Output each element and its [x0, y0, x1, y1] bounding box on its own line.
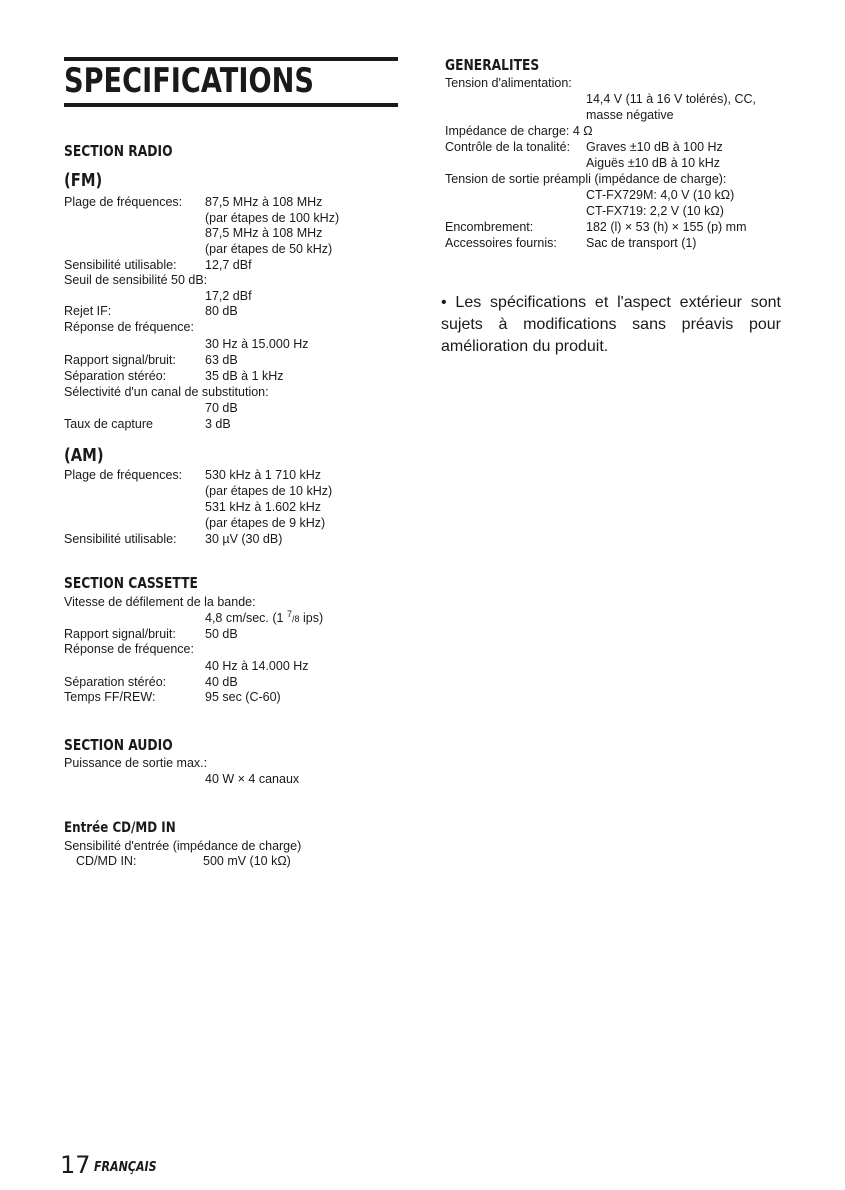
- fm-freq-label: Plage de fréquences:: [64, 195, 183, 209]
- fm-separation-value: 35 dB à 1 kHz: [205, 369, 284, 383]
- page-title: SPECIFICATIONS: [64, 61, 314, 101]
- audio-puissance-value: 40 W × 4 canaux: [205, 772, 300, 786]
- gen-tension-v1: 14,4 V (11 à 16 V tolérés), CC,: [586, 92, 756, 106]
- cassette-vitesse-num: 7: [286, 608, 292, 619]
- gen-tonalite-label: Contrôle de la tonalité:: [445, 140, 571, 154]
- cassette-reponse-value: 40 Hz à 14.000 Hz: [205, 659, 309, 673]
- cassette-vitesse-label: Vitesse de défilement de la bande:: [64, 595, 256, 609]
- gen-tension-v2: masse négative: [586, 108, 674, 122]
- fm-select-value: 70 dB: [205, 401, 238, 415]
- cassette-temps-label: Temps FF/REW:: [64, 690, 156, 704]
- cdmd-label: CD/MD IN:: [76, 854, 137, 868]
- cassette-separation-label: Séparation stéréo:: [64, 675, 167, 689]
- fm-reponse-label: Réponse de fréquence:: [64, 320, 194, 334]
- cassette-reponse-label: Réponse de fréquence:: [64, 642, 194, 656]
- gen-tonalite-v2: Aiguës ±10 dB à 10 kHz: [586, 156, 721, 170]
- am-sens-value: 30 µV (30 dB): [205, 532, 283, 546]
- gen-encombrement-value: 182 (l) × 53 (h) × 155 (p) mm: [586, 220, 747, 234]
- page-number: 17: [60, 1151, 91, 1179]
- fm-rejet-value: 80 dB: [205, 304, 238, 318]
- fm-select-label: Sélectivité d'un canal de substitution:: [64, 385, 269, 399]
- am-freq-v4: (par étapes de 9 kHz): [205, 516, 326, 530]
- fm-freq-v1: 87,5 MHz à 108 MHz: [205, 195, 323, 209]
- cassette-separation-value: 40 dB: [205, 675, 238, 689]
- fm-taux-label: Taux de capture: [64, 417, 153, 431]
- am-freq-v3: 531 kHz à 1.602 kHz: [205, 500, 322, 514]
- footer-language: FRANÇAIS: [94, 1160, 157, 1175]
- gen-preampli-label: Tension de sortie préampli (impédance de charge):: [445, 172, 727, 186]
- cassette-temps-value: 95 sec (C-60): [205, 690, 281, 704]
- gen-tonalite-v1: Graves ±10 dB à 100 Hz: [586, 140, 723, 154]
- fm-seuil-label: Seuil de sensibilité 50 dB:: [64, 273, 208, 287]
- fm-rapport-label: Rapport signal/bruit:: [64, 353, 176, 367]
- am-freq-v2: (par étapes de 10 kHz): [205, 484, 333, 498]
- gen-accessoires-label: Accessoires fournis:: [445, 236, 557, 250]
- title-bottom-rule: [64, 103, 398, 107]
- cassette-vitesse-a: 4,8 cm/sec. (1: [205, 611, 287, 625]
- am-freq-v1: 530 kHz à 1 710 kHz: [205, 468, 322, 482]
- fm-heading: (FM): [64, 170, 103, 191]
- cassette-rapport-label: Rapport signal/bruit:: [64, 627, 176, 641]
- gen-accessoires-value: Sac de transport (1): [586, 236, 697, 250]
- gen-preampli-v1: CT-FX729M: 4,0 V (10 kΩ): [586, 188, 735, 202]
- cassette-rapport-value: 50 dB: [205, 627, 238, 641]
- fm-freq-v4: (par étapes de 50 kHz): [205, 242, 333, 256]
- cdmd-heading: Entrée CD/MD IN: [64, 820, 176, 836]
- fm-sens-label: Sensibilité utilisable:: [64, 258, 177, 272]
- fm-freq-v2: (par étapes de 100 kHz): [205, 211, 340, 225]
- fm-rapport-value: 63 dB: [205, 353, 238, 367]
- am-heading: (AM): [64, 445, 104, 466]
- fm-freq-v3: 87,5 MHz à 108 MHz: [205, 226, 323, 240]
- am-sens-label: Sensibilité utilisable:: [64, 532, 177, 546]
- section-audio-heading: SECTION AUDIO: [64, 736, 173, 754]
- cdmd-value: 500 mV (10 kΩ): [203, 854, 291, 868]
- fm-sens-value: 12,7 dBf: [205, 258, 252, 272]
- gen-impedance: Impédance de charge: 4 Ω: [445, 124, 593, 138]
- fm-taux-value: 3 dB: [205, 417, 231, 431]
- fm-seuil-value: 17,2 dBf: [205, 289, 252, 303]
- cassette-vitesse-value: [205, 608, 324, 627]
- section-radio-heading: SECTION RADIO: [64, 142, 173, 160]
- gen-tension-label: Tension d'alimentation:: [445, 76, 572, 90]
- fm-reponse-value: 30 Hz à 15.000 Hz: [205, 337, 309, 351]
- am-freq-label: Plage de fréquences:: [64, 468, 183, 482]
- generalites-heading: GENERALITES: [445, 56, 540, 74]
- cassette-vitesse-den: /8: [292, 614, 300, 624]
- gen-encombrement-label: Encombrement:: [445, 220, 534, 234]
- fm-rejet-label: Rejet IF:: [64, 304, 112, 318]
- audio-puissance-label: Puissance de sortie max.:: [64, 756, 208, 770]
- section-cassette-heading: SECTION CASSETTE: [64, 574, 198, 592]
- specifications-note: • Les spécifications et l'aspect extérieur sont sujets à modifications sans préavis pour amélioration du produit.: [441, 294, 781, 355]
- cassette-vitesse-b: ips): [299, 611, 324, 625]
- gen-preampli-v2: CT-FX719: 2,2 V (10 kΩ): [586, 204, 724, 218]
- fm-separation-label: Séparation stéréo:: [64, 369, 167, 383]
- cdmd-sens-label: Sensibilité d'entrée (impédance de charge): [64, 839, 302, 853]
